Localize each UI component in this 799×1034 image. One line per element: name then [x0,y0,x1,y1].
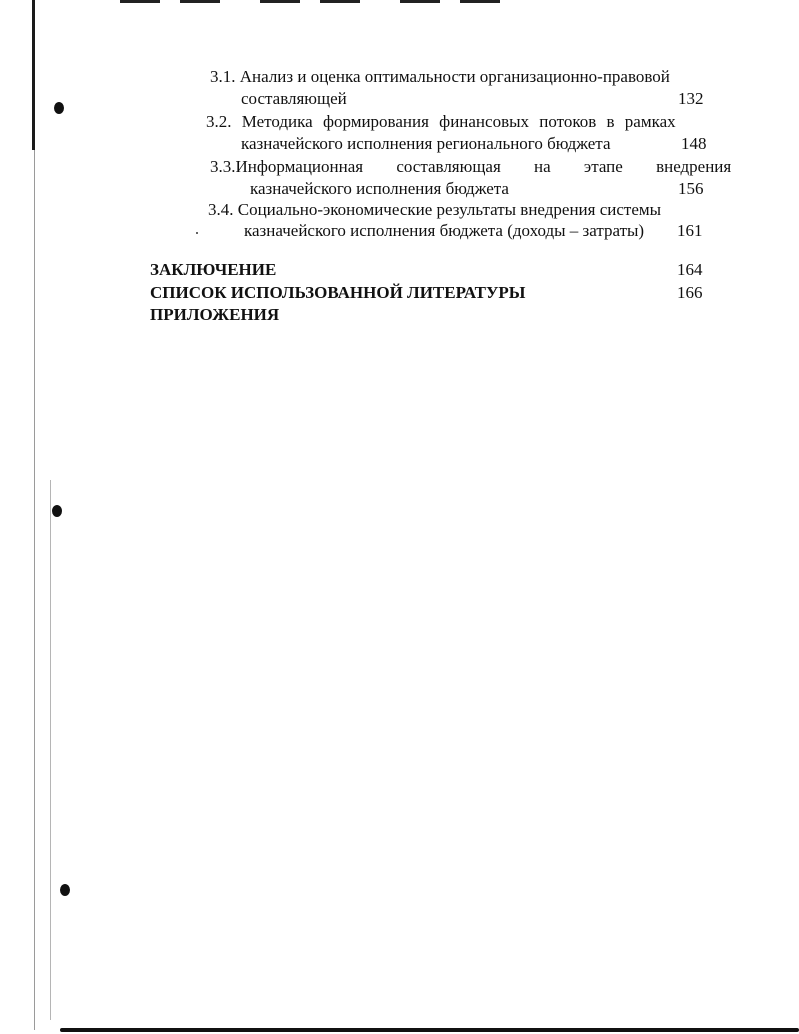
toc-item-3-3-line1: 3.3.Информационная составляющая на этапе внедрения [210,157,732,176]
scan-artifact-left-line [34,150,35,1030]
toc-heading-appendices: ПРИЛОЖЕНИЯ [150,305,280,324]
toc-heading-conclusion-page: 164 [677,260,703,279]
toc-item-3-3-line2: казначейского исполнения бюджета [250,179,509,198]
toc-item-3-4-page: 161 [677,221,703,240]
punch-hole-mark [52,505,62,517]
toc-item-3-2-line2: казначейского исполнения регионального бюджета [241,134,611,153]
scan-artifact-bottom [60,1028,799,1032]
toc-heading-references: СПИСОК ИСПОЛЬЗОВАННОЙ ЛИТЕРАТУРЫ [150,283,526,302]
punch-hole-mark [54,102,64,114]
toc-item-3-3-page: 156 [678,179,704,198]
scan-speck [196,232,198,234]
toc-item-3-1-page: 132 [678,89,704,108]
toc-item-3-2-page: 148 [681,134,707,153]
scan-artifact-left-line-2 [50,480,51,1020]
toc-heading-conclusion: ЗАКЛЮЧЕНИЕ [150,260,277,279]
scan-artifact-top [120,0,540,3]
toc-item-3-1-line1 [210,66,708,88]
toc-item-3-4-line2: казначейского исполнения бюджета (доходы – затраты) [244,221,645,240]
punch-hole-mark [60,884,70,896]
toc-item-3-1-line2: составляющей [241,89,347,108]
toc-item-text: 3.1. Анализ и оценка оптимальности организационно-правовой [210,67,670,86]
scan-artifact-left-edge [32,0,35,150]
toc-item-3-2-line1: 3.2. Методика формирования финансовых потоков в рамках [206,112,676,131]
toc-item-3-4-line1: 3.4. Социально-экономические результаты внедрения системы [208,200,662,219]
toc-heading-references-page: 166 [677,283,703,302]
